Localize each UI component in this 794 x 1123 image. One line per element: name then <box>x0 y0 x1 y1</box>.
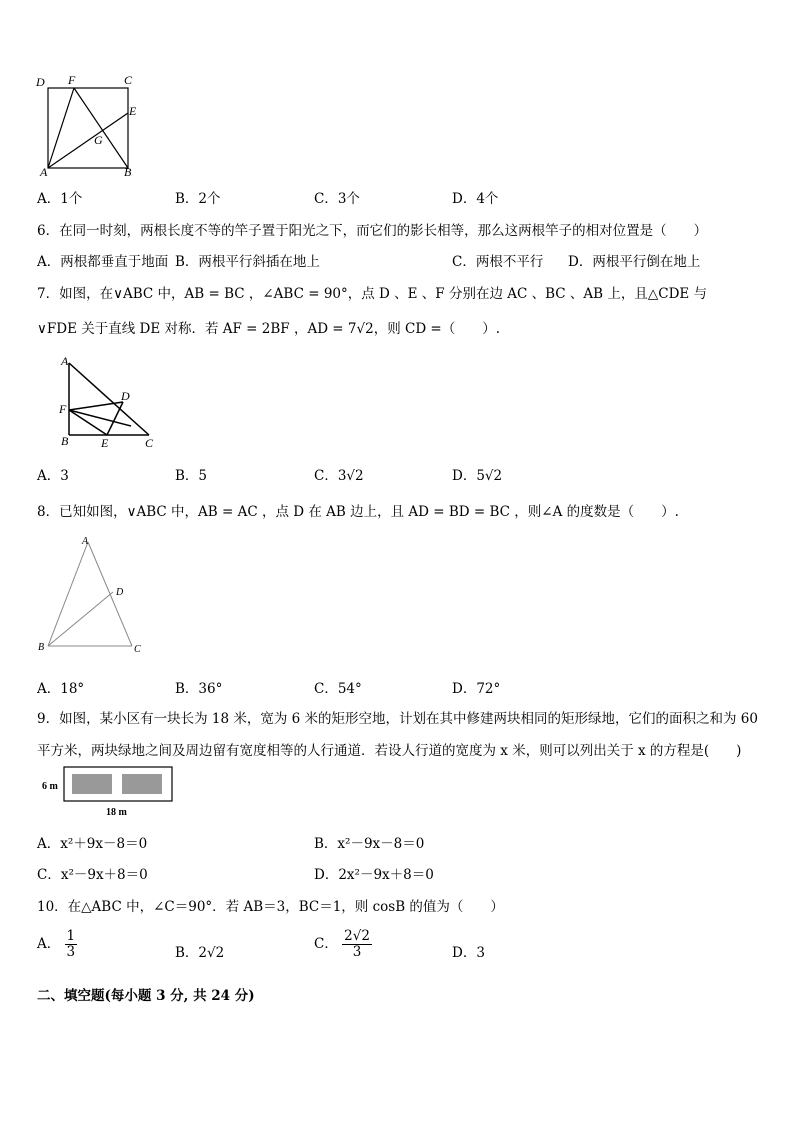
q10-option-a-numerator: 1 <box>66 928 76 944</box>
q5-option-a: A．1个 <box>37 191 83 207</box>
q10-option-a-fraction <box>65 929 78 960</box>
q10-option-c-fraction <box>342 929 372 960</box>
q9-option-d: D．2x²－9x＋8＝0 <box>314 867 434 883</box>
q10-option-d: D．3 <box>452 945 485 961</box>
q9-figure <box>38 763 178 821</box>
q9-option-b: B．x²－9x－8＝0 <box>314 836 425 852</box>
q9-label-width: 6 m <box>42 781 58 792</box>
q5-option-b: B．2个 <box>175 191 221 207</box>
q7-option-d: D．5√2 <box>452 468 503 484</box>
q7-label-e: E <box>101 436 109 450</box>
q7-label-a: A <box>61 354 69 368</box>
q6-option-c: C．两根不平行 <box>452 254 544 270</box>
q7-label-b: B <box>61 434 69 448</box>
q8-label-a: A <box>82 536 89 547</box>
q10-stem: 10．在△ABC 中，∠C＝90°．若 AB＝3，BC＝1，则 cosB 的值为（ ） <box>37 899 504 915</box>
q10-option-b: B．2√2 <box>175 945 225 961</box>
q7-label-d: D <box>121 389 130 403</box>
q10-option-a-denominator: 3 <box>66 943 76 960</box>
q7-label-c: C <box>145 436 154 450</box>
q6-option-a: A．两根都垂直于地面 <box>37 254 169 270</box>
section2-title: 二、填空题(每小题 3 分, 共 24 分) <box>37 988 255 1004</box>
q6-option-b: B．两根平行斜插在地上 <box>175 254 320 270</box>
q9-option-c: C．x²－9x＋8＝0 <box>37 867 148 883</box>
q5-label-f: F <box>68 73 76 87</box>
q5-figure <box>34 72 144 180</box>
q8-label-b: B <box>38 642 45 653</box>
q5-option-c: C．3个 <box>314 191 360 207</box>
q7-stem-line2: ∨FDE 关于直线 DE 对称．若 AF = 2BF ，AD = 7√2，则 CD =（ ）. <box>37 321 501 337</box>
q8-option-b: B．36° <box>175 681 223 697</box>
q9-stem-line2: 平方米，两块绿地之间及周边留有宽度相等的人行通道．若设人行道的宽度为 x 米，则可以列出关于 x 的方程是( ) <box>37 743 742 759</box>
q6-option-d: D．两根平行倒在地上 <box>568 254 701 270</box>
q8-stem: 8．已知如图，∨ABC 中，AB = AC ，点 D 在 AB 边上，且 AD = BD = BC ，则∠A 的度数是（ ）. <box>37 504 679 520</box>
q10-option-a-label: A． <box>37 935 61 952</box>
q10-option-c <box>314 929 372 960</box>
q8-option-c: C．54° <box>314 681 362 697</box>
q8-option-d: D．72° <box>452 681 501 697</box>
q7-stem-line1: 7．如图，在∨ABC 中，AB = BC ，∠ABC = 90°，点 D 、E 、F 分别在边 AC 、BC 、AB 上，且△CDE 与 <box>37 286 708 302</box>
q5-label-c: C <box>124 73 133 87</box>
q8-figure <box>36 532 156 657</box>
q7-option-b: B．5 <box>175 468 208 484</box>
q8-label-c: C <box>134 644 141 655</box>
q10-option-c-label: C． <box>314 935 338 952</box>
q9-option-a: A．x²＋9x－8＝0 <box>37 836 148 852</box>
q5-label-e: E <box>129 104 137 118</box>
q7-label-f: F <box>59 402 67 416</box>
q5-label-d: D <box>36 75 45 89</box>
q10-option-a <box>37 929 77 960</box>
q8-label-d: D <box>116 587 124 598</box>
q6-stem: 6．在同一时刻，两根长度不等的竿子置于阳光之下，而它们的影长相等，那么这两根竿子的相对位置是（ ） <box>37 223 708 239</box>
q5-label-b: B <box>124 165 132 179</box>
q5-option-d: D．4个 <box>452 191 499 207</box>
q8-option-a: A．18° <box>37 681 85 697</box>
q10-option-c-numerator: 2√2 <box>344 928 370 944</box>
q9-stem-line1: 9．如图，某小区有一块长为 18 米，宽为 6 米的矩形空地，计划在其中修建两块相同的矩形绿地，它们的面积之和为 60 <box>37 711 758 727</box>
q9-label-length: 18 m <box>106 807 127 818</box>
q7-option-a: A．3 <box>37 468 69 484</box>
q10-option-c-denominator: 3 <box>352 943 362 960</box>
q7-option-c: C．3√2 <box>314 468 364 484</box>
q5-label-a: A <box>40 165 48 179</box>
q7-figure <box>55 353 165 453</box>
q5-label-g: G <box>94 133 103 147</box>
